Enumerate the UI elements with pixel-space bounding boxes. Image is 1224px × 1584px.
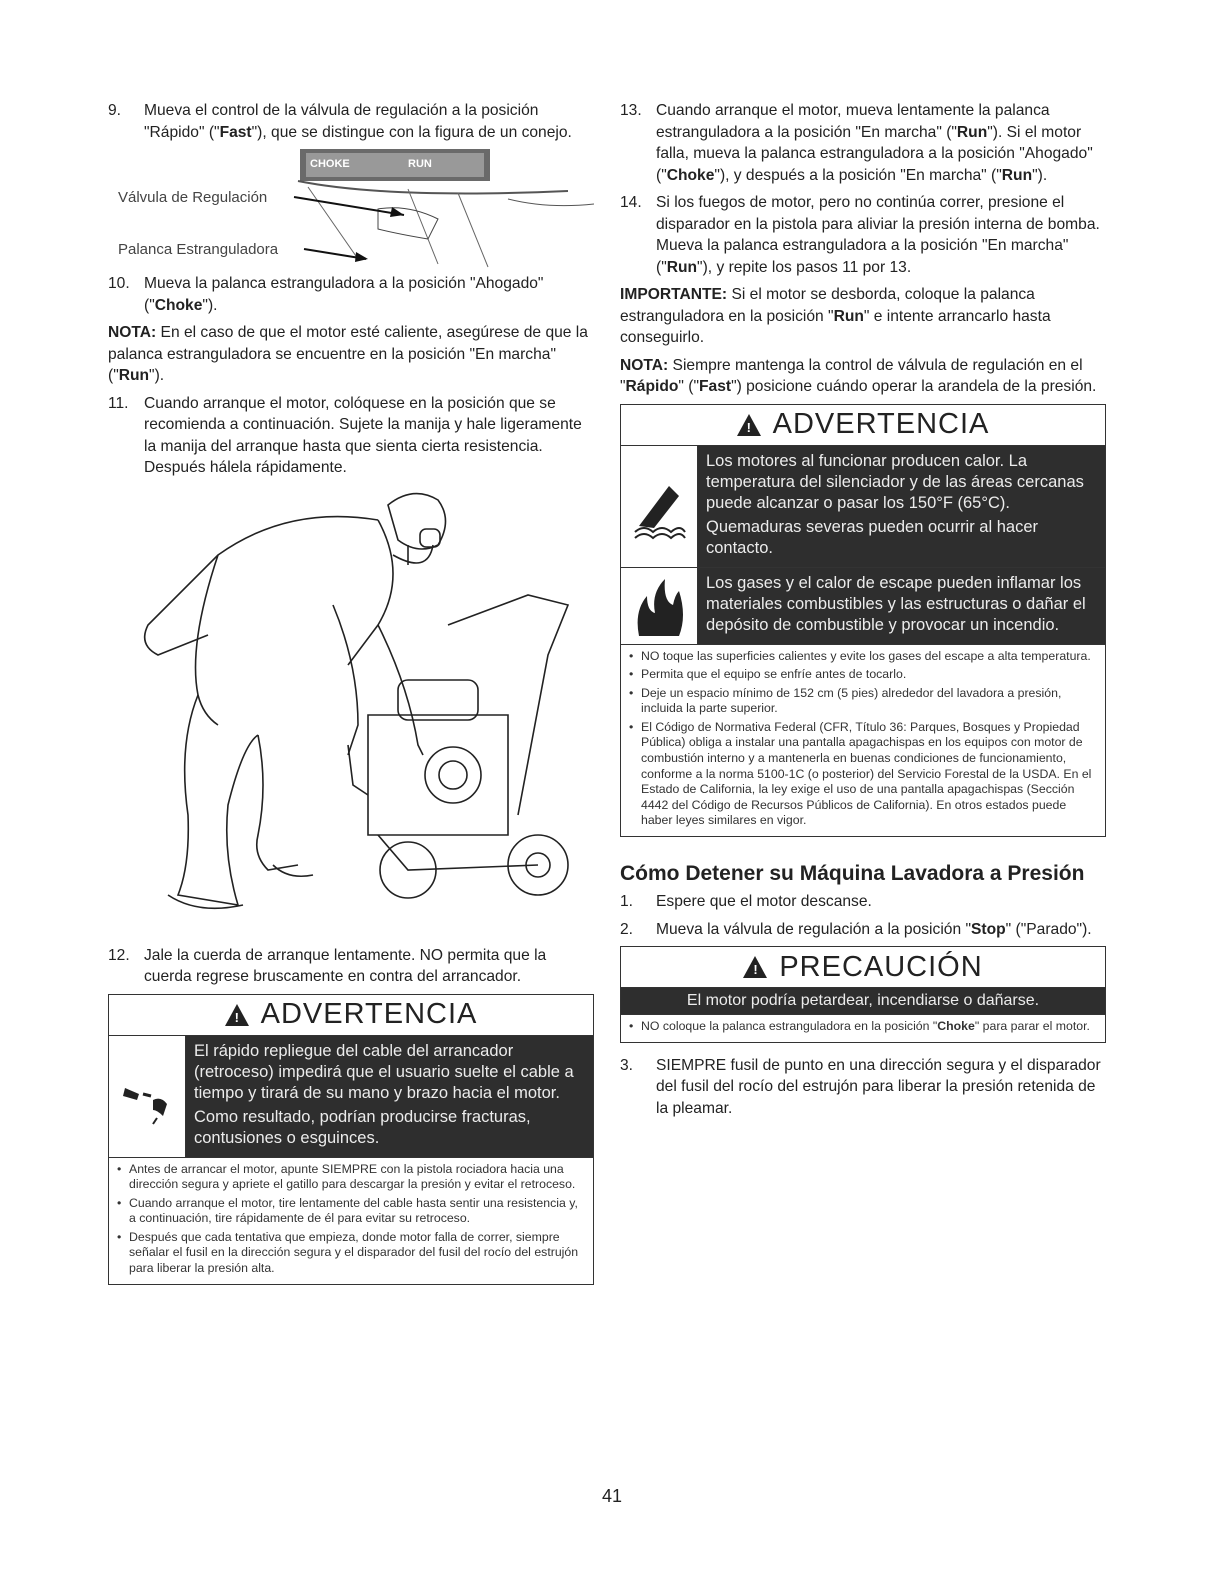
section-heading: Cómo Detener su Máquina Lavadora a Presión: [620, 862, 1085, 886]
run-sign-label: RUN: [408, 158, 432, 170]
recoil-warning-bullets: [109, 1158, 593, 1284]
step-14: 14. Si los fuegos de motor, pero no continúa correr, presione el disparador en la pistola para aliviar la presión interna de bomba. Mueva la palanca estranguladora a la posición "En marcha" ("Run"), y repite los pasos 11 por 13.: [620, 194, 1100, 276]
fire-hazard-row: [621, 568, 1105, 645]
page-number: 41: [601, 1486, 623, 1506]
caution-bullets: [621, 1015, 1105, 1042]
throttle-choke-figure: [108, 149, 594, 269]
step-13: 13. Cuando arranque el motor, mueva lentamente la palanca estranguladora a la posición "En marcha" ("Run"). Si el motor falla, mueva la palanca estranguladora a la posición "Ahogado" ("Choke"), y después a la posición "En marcha" ("Run").: [620, 102, 1093, 184]
starting-posture-illustration: [108, 485, 594, 935]
hot-surface-icon: [621, 446, 698, 567]
stop-step-3: 3. SIEMPRE fusil de punto en una dirección segura y el disparador del fusil del rocío del estrujón para liberar la presión retenida de la pleamar.: [620, 1056, 1101, 1117]
list-item: • NO coloque la palanca estranguladora en la posición "Choke" para parar el motor.: [629, 1019, 1099, 1035]
list-item: • Deje un espacio mínimo de 152 cm (5 pies) alrededor del lavadora a presión, incluida la parte superior.: [629, 686, 1099, 717]
valve-label: Válvula de Regulación: [118, 189, 268, 206]
step-11: 11. Cuando arranque el motor, colóquese en la posición que se recomienda a continuación. Sujete la manija y hale ligeramente la manija del arranque hasta que sienta cierta resistencia. Después hálela rápidamente.: [108, 394, 582, 476]
choke-sign-label: CHOKE: [310, 158, 350, 170]
person-starting-washer-drawing: [108, 485, 594, 935]
list-item: • NO toque las superficies calientes y evite los gases del escape a alta temperatura.: [629, 649, 1099, 665]
fire-hazard-text: Los gases y el calor de escape pueden inflamar los materiales combustibles y las estructuras o dañar el depósito de combustible y provocar un incendio.: [698, 568, 1105, 644]
hot-surface-hazard-row: [621, 446, 1105, 568]
stop-step-2: 2. Mueva la válvula de regulación a la posición "Stop" ("Parado").: [620, 920, 1092, 938]
list-item: • Antes de arrancar el motor, apunte SIEMPRE con la pistola rociadora hacia una dirección segura y apriete el gatillo para descargar la presión y evitar el retroceso.: [117, 1162, 587, 1193]
step-12: 12. Jale la cuerda de arranque lentamente. NO permita que la cuerda regrese bruscamente en contra del arrancador.: [108, 946, 547, 985]
list-item: • Después que cada tentativa que empieza, donde motor falla de correr, siempre señalar el fusil en la dirección segura y el disparador del fusil del rocío del estrujón para liberar la presión alta.: [117, 1230, 587, 1277]
warning-triangle-icon: !: [225, 1004, 249, 1026]
list-item: • Permita que el equipo se enfríe antes de tocarlo.: [629, 667, 1099, 683]
list-item: • Cuando arranque el motor, tire lentamente del cable hasta sentir una resistencia y, a continuación, tire rápidamente de él para evitar su retroceso.: [117, 1196, 587, 1227]
heat-warning-bullets: [621, 645, 1105, 837]
step-9: 9. Mueva el control de la válvula de regulación a la posición "Rápido" ("Fast"), que se distingue con la figura de un conejo.: [108, 102, 572, 141]
warning-triangle-icon: !: [743, 956, 767, 978]
kickback-hazard-icon: [109, 1036, 186, 1157]
recoil-warning-box: [108, 994, 594, 1285]
caution-header: ! PRECAUCIÓN: [621, 947, 1105, 988]
list-item: • El Código de Normativa Federal (CFR, Título 36: Parques, Bosques y Propiedad Pública) obliga a instalar una pantalla apagachispas en los equipos con motor de combustión interno y a mantenerla en buenas condiciones de funcionamiento, conforme a la norma 5100-1C (o posterior) del Servicio Forestal de la USDA. En el Estado de California, la ley exige el uso de una pantalla apagachispas (Sección 4442 del Código de Recursos Públicos de California). En otros estados puede haber leyes similares en vigor.: [629, 720, 1099, 829]
fire-icon: [621, 568, 698, 644]
nota-throttle: NOTA: Siempre mantenga la control de válvula de regulación en el "Rápido" ("Fast") posicione cuándo operar la arandela de la presión.: [620, 356, 1097, 395]
warning-header: ! ADVERTENCIA: [621, 405, 1105, 446]
step-10: 10. Mueva la palanca estranguladora a la posición "Ahogado" ("Choke").: [108, 275, 544, 314]
caution-box: [620, 946, 1106, 1043]
warning-header: ! ADVERTENCIA: [109, 995, 593, 1036]
importante-note: IMPORTANTE: Si el motor se desborda, coloque la palanca estranguladora en la posición "Run" e intente arrancarlo hasta conseguirlo.: [620, 286, 1051, 346]
recoil-hazard-text: El rápido repliegue del cable del arrancador (retroceso) impedirá que el usuario suelte el cable a tiempo y tirará de su mano y brazo hacia el motor. Como resultado, podrían producirse fracturas, contusiones o esguinces.: [186, 1036, 593, 1157]
heat-fire-warning-box: [620, 404, 1106, 838]
caution-message: El motor podría petardear, incendiarse o dañarse.: [621, 988, 1105, 1015]
nota-hot-engine: NOTA: En el caso de que el motor esté caliente, asegúrese de que la palanca estranguladora se encuentre en la posición "En marcha" ("Run").: [108, 324, 588, 384]
choke-lever-label: Palanca Estranguladora: [118, 241, 279, 258]
stop-step-1: 1. Espere que el motor descanse.: [620, 893, 872, 911]
right-column: [620, 100, 1106, 1125]
hot-surface-text: Los motores al funcionar producen calor. La temperatura del silenciador y de las áreas cercanas puede alcanzar o pasar los 150°F (65°C). Quemaduras severas pueden ocurrir al hacer contacto.: [698, 446, 1105, 567]
warning-triangle-icon: !: [737, 414, 761, 436]
recoil-hazard-row: [109, 1036, 593, 1158]
left-column: [108, 100, 594, 1285]
